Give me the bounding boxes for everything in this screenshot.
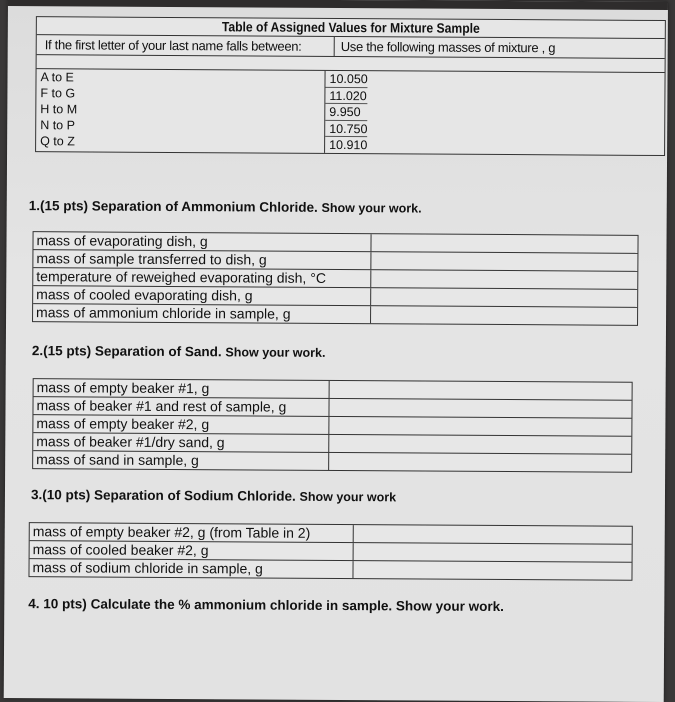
question-4-number: 4. 10 pts) <box>28 596 87 612</box>
answer-cell[interactable] <box>371 252 637 271</box>
question-3-number: 3.(10 pts) <box>30 487 91 503</box>
answer-cell[interactable] <box>371 234 637 253</box>
assigned-values-table <box>35 16 666 155</box>
header-mass: Use the following masses of mixture , g <box>340 39 556 56</box>
question-4-instruction: Show your work. <box>395 598 505 615</box>
row-label: mass of sample transferred to dish, g <box>33 250 371 269</box>
answer-cell[interactable] <box>330 381 632 400</box>
row-label: mass of sodium chloride in sample, g <box>29 559 353 578</box>
table-title: Table of Assigned Values for Mixture Sample <box>221 19 480 36</box>
row-label: mass of cooled beaker #2, g <box>30 541 354 560</box>
row-label: mass of empty beaker #1, g <box>34 379 330 398</box>
table-row <box>33 304 637 325</box>
question-2-heading <box>32 343 326 360</box>
question-4-heading <box>28 596 504 614</box>
worksheet-page <box>4 0 668 702</box>
mass-cell: 10.750 <box>325 120 367 137</box>
page-top-edge <box>8 0 668 10</box>
answer-cell[interactable] <box>371 270 637 289</box>
answer-cell[interactable] <box>353 561 631 580</box>
answer-cell[interactable] <box>354 543 632 562</box>
mass-cell: 11.020 <box>325 87 367 104</box>
mass-cell: 10.050 <box>325 71 367 88</box>
question-2-title: Separation of Sand. <box>94 343 222 360</box>
mass-column <box>325 71 664 155</box>
question-4-title: Calculate the % ammonium chloride in sample. <box>90 596 393 614</box>
table-row <box>29 559 631 580</box>
range-cell: Q to Z <box>40 134 75 149</box>
question-2-instruction: Show your work. <box>225 345 326 360</box>
mass-cell: 9.950 <box>325 104 367 121</box>
range-cell: F to G <box>40 86 76 101</box>
answer-cell[interactable] <box>371 306 637 325</box>
range-cell: N to P <box>40 118 76 133</box>
range-cell: A to E <box>40 70 74 85</box>
table-body <box>36 69 664 154</box>
question-1-instruction: Show your work. <box>321 200 422 216</box>
row-label: mass of empty beaker #2, g (from Table in 2) <box>30 523 354 542</box>
question-1-number: 1.(15 pts) <box>28 198 89 214</box>
answer-cell[interactable] <box>371 288 637 307</box>
header-name-range: If the first letter of your last name falls between: <box>37 35 335 56</box>
name-range-column <box>36 69 325 152</box>
row-label: mass of evaporating dish, g <box>33 232 371 251</box>
answer-cell[interactable] <box>354 525 632 544</box>
row-label: mass of beaker #1 and rest of sample, g <box>33 397 329 416</box>
row-label: mass of empty beaker #2, g <box>33 415 329 434</box>
question-1-title: Separation of Ammonium Chloride. <box>91 198 318 215</box>
question-3-instruction: Show your work <box>299 489 397 505</box>
question-2-table <box>32 378 633 473</box>
table-row <box>33 451 631 472</box>
answer-cell[interactable] <box>329 435 631 454</box>
question-1-heading <box>29 198 422 215</box>
range-cell: H to M <box>40 102 78 117</box>
question-3-title: Separation of Sodium Chloride. <box>93 487 296 504</box>
answer-cell[interactable] <box>329 417 631 436</box>
row-label: mass of sand in sample, g <box>33 451 329 470</box>
row-label: temperature of reweighed evaporating dish, °C <box>33 268 371 287</box>
row-label: mass of beaker #1/dry sand, g <box>33 433 329 452</box>
answer-cell[interactable] <box>329 399 631 418</box>
question-3-table <box>28 522 632 581</box>
row-label: mass of cooled evaporating dish, g <box>33 286 371 305</box>
row-label: mass of ammonium chloride in sample, g <box>33 304 371 323</box>
answer-cell[interactable] <box>329 453 631 472</box>
question-1-table <box>32 231 639 326</box>
question-2-number: 2.(15 pts) <box>31 343 92 359</box>
mass-cell: 10.910 <box>329 137 368 153</box>
question-3-heading <box>31 487 396 504</box>
